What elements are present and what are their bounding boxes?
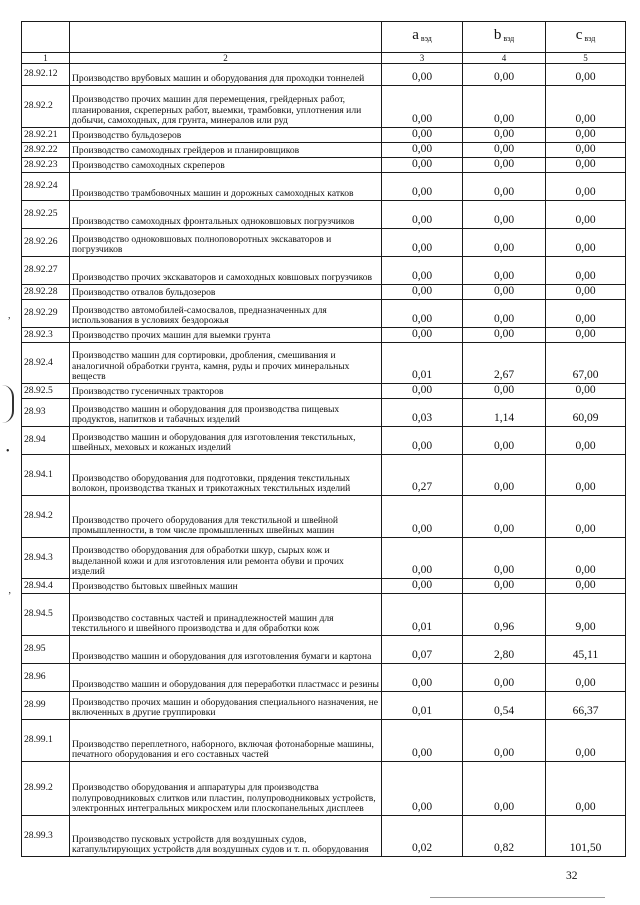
- row-value-c: 0,00: [546, 762, 626, 816]
- row-code: 28.95: [22, 636, 70, 664]
- row-name: Производство гусеничных тракторов: [70, 384, 382, 399]
- row-name: Производство оборудования для обработки шкур, сырых кож и выделанной кожи и для изготовления или ремонта обуви и прочих изделий: [70, 538, 382, 579]
- row-value-b: 2,67: [463, 343, 546, 384]
- row-name: Производство прочих машин и оборудования специального назначения, не включенных в другие группировки: [70, 692, 382, 720]
- table-row: [22, 64, 626, 86]
- row-code: 28.92.26: [22, 229, 70, 257]
- row-value-b: 0,00: [463, 427, 546, 455]
- row-value-b: 1,14: [463, 399, 546, 427]
- row-value-b: 0,00: [463, 300, 546, 328]
- table-row: [22, 143, 626, 158]
- row-value-a: 0,27: [382, 455, 463, 496]
- row-name: Производство самоходных фронтальных одноковшовых погрузчиков: [70, 201, 382, 229]
- row-name: Производство прочих машин для перемещения, грейдерных работ, планирования, скреперных работ, выемки, трамбовки, уплотнения или добычи, самоходных, для грунта, минералов или руд: [70, 86, 382, 128]
- table-row: [22, 128, 626, 143]
- row-code: 28.92.4: [22, 343, 70, 384]
- row-value-c: 0,00: [546, 285, 626, 300]
- row-code: 28.92.5: [22, 384, 70, 399]
- data-table: [21, 21, 626, 857]
- row-name: Производство прочего оборудования для текстильной и швейной промышленности, в том числе промышленных швейных машин: [70, 496, 382, 538]
- row-value-c: 0,00: [546, 455, 626, 496]
- row-value-c: 0,00: [546, 173, 626, 201]
- table-row: [22, 538, 626, 579]
- table-row: [22, 399, 626, 427]
- row-name: Производство прочих экскаваторов и самоходных ковшовых погрузчиков: [70, 257, 382, 285]
- header-col-b: b $_{вэд}$: [463, 22, 546, 53]
- row-value-b: 0,00: [463, 762, 546, 816]
- row-value-b: 0,00: [463, 328, 546, 343]
- table-row: [22, 816, 626, 857]
- bottom-rule: [430, 897, 605, 898]
- row-value-a: 0,00: [382, 720, 463, 762]
- row-value-a: 0,00: [382, 762, 463, 816]
- row-code: 28.92.3: [22, 328, 70, 343]
- row-name: Производство машин для сортировки, дробления, смешивания и аналогичной обработки грунта, камня, руды и прочих минеральных веществ: [70, 343, 382, 384]
- row-name: Производство машин и оборудования для изготовления текстильных, швейных, меховых и кожаных изделий: [70, 427, 382, 455]
- table-row: [22, 229, 626, 257]
- row-value-b: 0,00: [463, 496, 546, 538]
- row-name: Производство бульдозеров: [70, 128, 382, 143]
- row-code: 28.92.27: [22, 257, 70, 285]
- row-value-c: 0,00: [546, 496, 626, 538]
- row-value-c: 0,00: [546, 720, 626, 762]
- row-value-a: 0,00: [382, 173, 463, 201]
- column-number: 3: [382, 53, 463, 64]
- row-value-c: 0,00: [546, 86, 626, 128]
- table-row: [22, 427, 626, 455]
- table-row: [22, 636, 626, 664]
- row-value-c: 0,00: [546, 664, 626, 692]
- margin-bracket-mark: [0, 385, 14, 423]
- row-code: 28.92.28: [22, 285, 70, 300]
- row-value-b: 0,00: [463, 538, 546, 579]
- row-value-c: 60,09: [546, 399, 626, 427]
- table-row: [22, 762, 626, 816]
- row-name: Производство отвалов бульдозеров: [70, 285, 382, 300]
- row-value-a: 0,00: [382, 86, 463, 128]
- row-name: Производство машин и оборудования для производства пищевых продуктов, напитков и табачных изделий: [70, 399, 382, 427]
- row-value-a: 0,00: [382, 201, 463, 229]
- row-name: Производство машин и оборудования для переработки пластмасс и резины: [70, 664, 382, 692]
- row-code: 28.93: [22, 399, 70, 427]
- row-value-a: 0,00: [382, 257, 463, 285]
- table-row: [22, 328, 626, 343]
- row-value-a: 0,00: [382, 143, 463, 158]
- row-value-c: 0,00: [546, 427, 626, 455]
- row-value-a: 0,01: [382, 343, 463, 384]
- row-value-b: 0,00: [463, 664, 546, 692]
- row-value-b: 0,00: [463, 384, 546, 399]
- row-code: 28.92.12: [22, 64, 70, 86]
- row-value-b: 0,00: [463, 720, 546, 762]
- row-value-a: 0,03: [382, 399, 463, 427]
- row-value-c: 0,00: [546, 229, 626, 257]
- row-value-b: 0,00: [463, 128, 546, 143]
- row-value-a: 0,00: [382, 427, 463, 455]
- row-value-c: 0,00: [546, 384, 626, 399]
- row-value-a: 0,00: [382, 328, 463, 343]
- row-code: 28.94.5: [22, 594, 70, 636]
- row-value-c: 0,00: [546, 128, 626, 143]
- row-value-b: 0,00: [463, 86, 546, 128]
- row-value-b: 0,00: [463, 143, 546, 158]
- row-value-a: 0,00: [382, 496, 463, 538]
- row-value-c: 66,37: [546, 692, 626, 720]
- row-value-a: 0,00: [382, 158, 463, 173]
- row-code: 28.99.2: [22, 762, 70, 816]
- row-value-a: 0,01: [382, 692, 463, 720]
- row-value-b: 0,00: [463, 257, 546, 285]
- row-name: Производство прочих машин для выемки грунта: [70, 328, 382, 343]
- row-value-a: 0,00: [382, 300, 463, 328]
- row-name: Производство автомобилей-самосвалов, предназначенных для использования в условиях бездорожья: [70, 300, 382, 328]
- row-code: 28.94.4: [22, 579, 70, 594]
- row-value-b: 0,00: [463, 455, 546, 496]
- table-row: [22, 384, 626, 399]
- row-value-c: 0,00: [546, 538, 626, 579]
- page-number: 32: [566, 870, 578, 882]
- row-value-c: 0,00: [546, 300, 626, 328]
- row-value-c: 101,50: [546, 816, 626, 857]
- row-value-a: 0,00: [382, 384, 463, 399]
- table-row: [22, 579, 626, 594]
- margin-tick-mark: ,: [8, 310, 11, 321]
- row-code: 28.92.24: [22, 173, 70, 201]
- column-number-row: [22, 53, 626, 64]
- row-value-b: 0,00: [463, 201, 546, 229]
- row-code: 28.94: [22, 427, 70, 455]
- column-number: 5: [546, 53, 626, 64]
- table-row: [22, 664, 626, 692]
- row-code: 28.92.22: [22, 143, 70, 158]
- table-row: [22, 158, 626, 173]
- row-value-b: 0,00: [463, 229, 546, 257]
- row-value-b: 0,00: [463, 173, 546, 201]
- table-row: [22, 86, 626, 128]
- table-row: [22, 455, 626, 496]
- header-empty-name: [70, 22, 382, 53]
- row-value-a: 0,00: [382, 229, 463, 257]
- table-row: [22, 720, 626, 762]
- row-value-a: 0,00: [382, 579, 463, 594]
- column-number: 4: [463, 53, 546, 64]
- row-value-c: 9,00: [546, 594, 626, 636]
- row-value-c: 0,00: [546, 64, 626, 86]
- row-code: 28.92.21: [22, 128, 70, 143]
- column-number: 1: [22, 53, 70, 64]
- table-row: [22, 692, 626, 720]
- row-name: Производство оборудования для подготовки, прядения текстильных волокон, производства тканых и трикотажных текстильных изделий: [70, 455, 382, 496]
- row-value-c: 0,00: [546, 328, 626, 343]
- table-row: [22, 343, 626, 384]
- row-value-c: 0,00: [546, 143, 626, 158]
- header-col-c: c $_{вэд}$: [546, 22, 626, 53]
- row-value-b: 2,80: [463, 636, 546, 664]
- row-value-a: 0,02: [382, 816, 463, 857]
- row-code: 28.94.3: [22, 538, 70, 579]
- row-value-b: 0,00: [463, 579, 546, 594]
- table-row: [22, 496, 626, 538]
- row-value-a: 0,00: [382, 128, 463, 143]
- margin-tick-mark: •: [6, 446, 10, 457]
- row-name: Производство оборудования и аппаратуры для производства полупроводниковых слитков или пластин, полупроводниковых устройств, электронных интегральных микросхем или плоскопанельных дисплеев: [70, 762, 382, 816]
- row-value-c: 45,11: [546, 636, 626, 664]
- row-value-c: 67,00: [546, 343, 626, 384]
- row-value-c: 0,00: [546, 579, 626, 594]
- row-name: Производство переплетного, наборного, включая фотонаборные машины, печатного оборудования и его составных частей: [70, 720, 382, 762]
- row-value-a: 0,01: [382, 594, 463, 636]
- row-value-a: 0,00: [382, 538, 463, 579]
- row-code: 28.99.1: [22, 720, 70, 762]
- row-name: Производство составных частей и принадлежностей машин для текстильного и швейного производства и для обработки кож: [70, 594, 382, 636]
- header-col-a: a $_{вэд}$: [382, 22, 463, 53]
- row-value-a: 0,00: [382, 285, 463, 300]
- row-code: 28.94.2: [22, 496, 70, 538]
- row-name: Производство трамбовочных машин и дорожных самоходных катков: [70, 173, 382, 201]
- row-value-b: 0,82: [463, 816, 546, 857]
- row-name: Производство самоходных скреперов: [70, 158, 382, 173]
- row-code: 28.92.25: [22, 201, 70, 229]
- row-value-a: 0,07: [382, 636, 463, 664]
- row-code: 28.92.29: [22, 300, 70, 328]
- table-row: [22, 201, 626, 229]
- margin-tick-mark: ‚: [8, 585, 12, 596]
- row-value-c: 0,00: [546, 201, 626, 229]
- table-row: [22, 594, 626, 636]
- table-row: [22, 285, 626, 300]
- table-row: [22, 173, 626, 201]
- row-name: Производство бытовых швейных машин: [70, 579, 382, 594]
- row-value-c: 0,00: [546, 257, 626, 285]
- row-value-c: 0,00: [546, 158, 626, 173]
- row-value-b: 0,00: [463, 285, 546, 300]
- row-value-b: 0,96: [463, 594, 546, 636]
- row-value-b: 0,54: [463, 692, 546, 720]
- header-empty-code: [22, 22, 70, 53]
- row-value-a: 0,00: [382, 664, 463, 692]
- row-value-a: 0,00: [382, 64, 463, 86]
- row-code: 28.92.23: [22, 158, 70, 173]
- column-number: 2: [70, 53, 382, 64]
- row-code: 28.96: [22, 664, 70, 692]
- row-name: Производство одноковшовых полноповоротных экскаваторов и погрузчиков: [70, 229, 382, 257]
- row-value-b: 0,00: [463, 64, 546, 86]
- row-name: Производство самоходных грейдеров и планировщиков: [70, 143, 382, 158]
- row-code: 28.99.3: [22, 816, 70, 857]
- row-value-b: 0,00: [463, 158, 546, 173]
- row-code: 28.94.1: [22, 455, 70, 496]
- row-code: 28.92.2: [22, 86, 70, 128]
- row-name: Производство пусковых устройств для воздушных судов, катапультирующих устройств для воздушных судов и т. п. оборудования: [70, 816, 382, 857]
- row-code: 28.99: [22, 692, 70, 720]
- row-name: Производство машин и оборудования для изготовления бумаги и картона: [70, 636, 382, 664]
- table-row: [22, 257, 626, 285]
- table-row: [22, 300, 626, 328]
- row-name: Производство врубовых машин и оборудования для проходки тоннелей: [70, 64, 382, 86]
- header-row: [22, 22, 626, 53]
